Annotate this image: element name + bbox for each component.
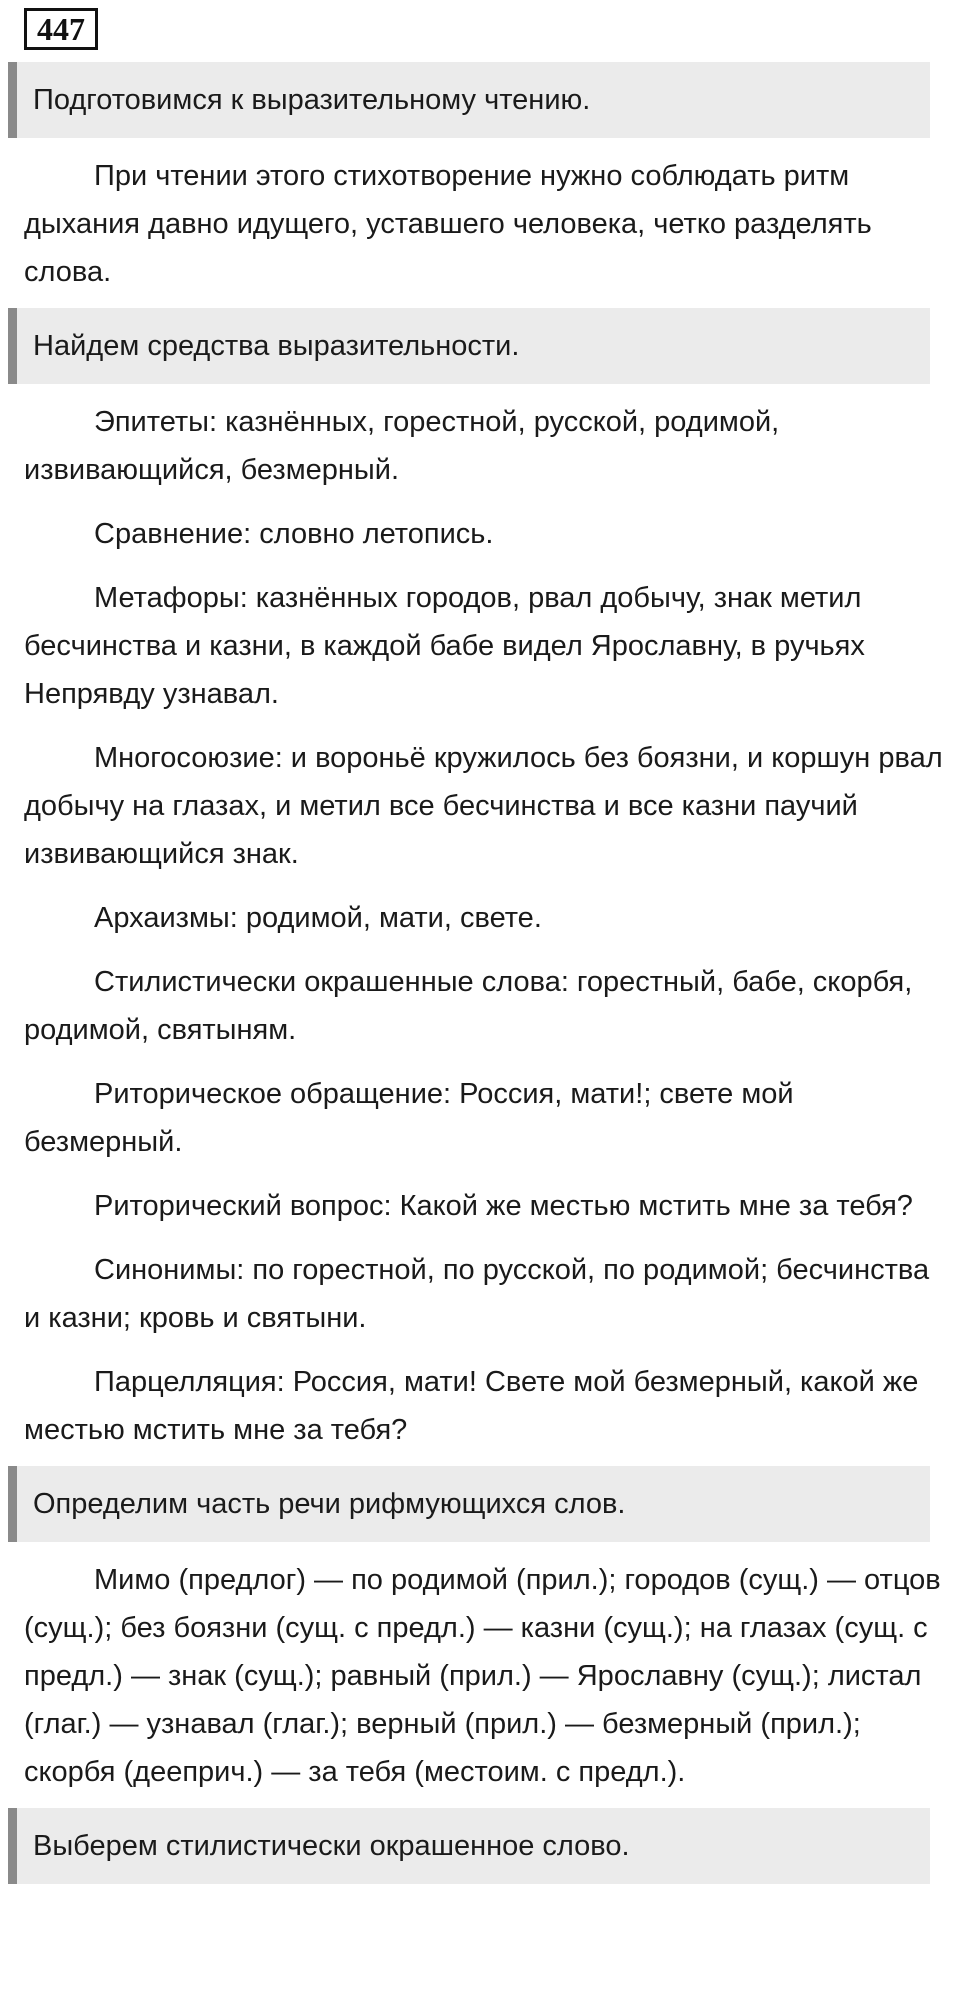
section-header-reading: Подготовимся к выразительному чтению. <box>8 62 930 138</box>
paragraph-comparison: Сравнение: словно летопись. <box>94 518 494 550</box>
section-header-expressive-means: Найдем средства выразительности. <box>8 308 930 384</box>
paragraph-rhetorical-question: Риторический вопрос: Какой же местью мстить мне за тебя? <box>94 1190 913 1222</box>
paragraph-rhetorical-address: Риторическое обращение: Россия, мати!; свете мой безмерный. <box>24 1078 794 1158</box>
paragraph-archaisms: Архаизмы: родимой, мати, свете. <box>94 902 542 934</box>
task-number: 447 <box>24 8 98 50</box>
paragraph-reading-rhythm: При чтении этого стихотворение нужно соблюдать ритм дыхания давно идущего, уставшего человека, четко разделять слова. <box>24 160 872 288</box>
content <box>0 62 960 1884</box>
paragraph-epithets: Эпитеты: казнённых, горестной, русской, родимой, извивающийся, безмерный. <box>24 406 780 486</box>
paragraph-metaphors: Метафоры: казнённых городов, рвал добычу, знак метил бесчинства и казни, в каждой бабе видел Ярославну, в ручьях Непрявду узнавал. <box>24 582 865 710</box>
paragraph-polysyndeton: Многосоюзие: и вороньё кружилось без боязни, и коршун рвал добычу на глазах, и метил все бесчинства и все казни паучий извивающийся знак. <box>24 742 943 870</box>
paragraph-stylistic-words: Стилистически окрашенные слова: горестный, бабе, скорбя, родимой, святыням. <box>24 966 913 1046</box>
paragraph-parcellation: Парцелляция: Россия, мати! Свете мой безмерный, какой же местью мстить мне за тебя? <box>24 1366 919 1446</box>
section-header-parts-of-speech: Определим часть речи рифмующихся слов. <box>8 1466 930 1542</box>
paragraph-synonyms: Синонимы: по горестной, по русской, по родимой; бесчинства и казни; кровь и святыни. <box>24 1254 930 1334</box>
paragraph-rhyming-words: Мимо (предлог) — по родимой (прил.); городов (сущ.) — отцов (сущ.); без боязни (сущ. с предл.) — казни (сущ.); на глазах (сущ. с предл.) — знак (сущ.); равный (прил.) — Ярославну (сущ.); листал (глаг.) — узнавал (глаг.); верный (прил.) — безмерный (прил.); скорбя (дееприч.) — за тебя (местоим. с предл.). <box>24 1564 941 1788</box>
section-header-stylistic-word: Выберем стилистически окрашенное слово. <box>8 1808 930 1884</box>
